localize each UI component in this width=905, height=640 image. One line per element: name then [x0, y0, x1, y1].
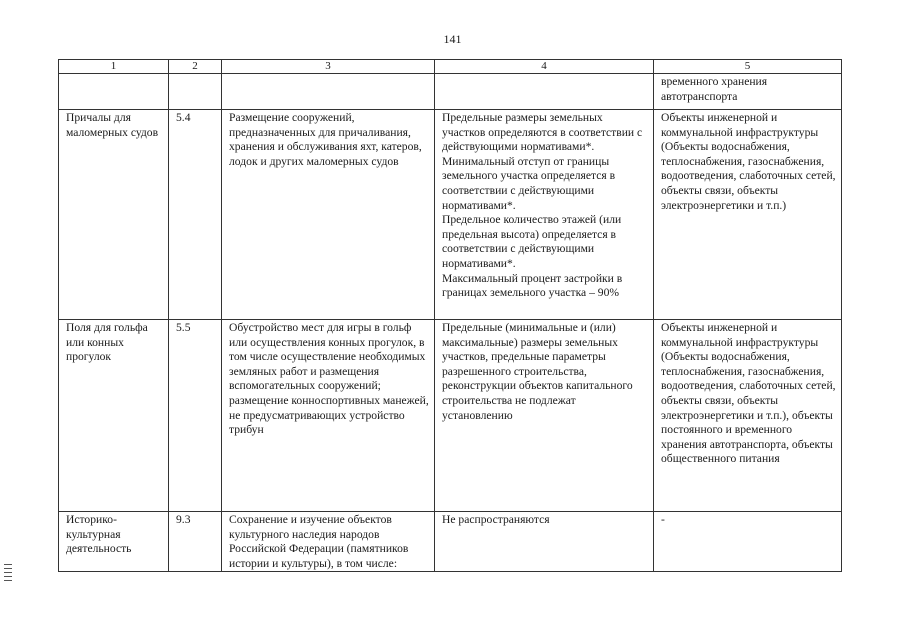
use-name-cell: Историко-культурная деятельность	[59, 512, 169, 572]
page-number: 141	[443, 32, 462, 46]
table-row	[59, 512, 842, 572]
table-row	[59, 110, 842, 320]
auxiliary-uses-cell: -	[654, 512, 842, 572]
use-description-cell: Размещение сооружений, предназначенных для причаливания, хранения и обслуживания яхт, катеров, лодок и других маломерных судов	[222, 110, 435, 320]
auxiliary-uses-cell: Объекты инженерной и коммунальной инфраструктуры (Объекты водоснабжения, теплоснабжения, газоснабжения, водоотведения, слаботочных сетей, объекты связи, объекты электроэнергетики и т.п.), объекты постоянного и временного хранения автотранспорта, объекты общественного питания	[654, 320, 842, 512]
column-header-4: 4	[435, 60, 654, 74]
table-cell	[59, 74, 169, 110]
use-name-cell: Поля для гольфа или конных прогулок	[59, 320, 169, 512]
parameter-line: Минимальный отступ от границы земельного участка определяется в соответствии с действующими нормативами*.	[442, 154, 616, 212]
parameter-line: Не распространяются	[442, 513, 550, 526]
use-code-cell: 5.5	[169, 320, 222, 512]
column-header-3: 3	[222, 60, 435, 74]
parameter-line: Предельное количество этажей (или предельная высота) определяется в соответствии с действующими нормативами*.	[442, 213, 622, 270]
scan-edge-mark	[4, 564, 12, 584]
table-cell	[435, 74, 654, 110]
use-description-cell: Обустройство мест для игры в гольф или осуществления конных прогулок, в том числе осуществление необходимых земляных работ и размещения вспомогательных сооружений; размещение конноспортивных манежей, не предусматривающих устройство трибун	[222, 320, 435, 512]
parameters-cell	[435, 320, 654, 512]
column-header-1: 1	[59, 60, 169, 74]
use-description-cell: Сохранение и изучение объектов культурного наследия народов Российской Федерации (памятников истории и культуры), в том числе:	[222, 512, 435, 572]
table-cell	[169, 74, 222, 110]
table-row	[59, 320, 842, 512]
use-code-cell: 5.4	[169, 110, 222, 320]
table-row-continuation	[59, 74, 842, 110]
table-header-row	[59, 60, 842, 74]
column-header-5: 5	[654, 60, 842, 74]
land-use-table	[58, 59, 842, 572]
use-name-cell: Причалы для маломерных судов	[59, 110, 169, 320]
continuation-auxiliary-cell: временного хранения автотранспорта	[654, 74, 842, 110]
parameter-line: Предельные размеры земельных участков определяются в соответствии с действующими нормативами*.	[442, 111, 643, 154]
table-cell	[222, 74, 435, 110]
parameters-cell	[435, 512, 654, 572]
parameter-line: Предельные (минимальные и (или) максимальные) размеры земельных участков, предельные параметры разрешенного строительства, реконструкции объектов капитального строительства не подлежат установлению	[442, 321, 633, 422]
parameter-line: Максимальный процент застройки в границах земельного участка – 90%	[442, 271, 623, 300]
auxiliary-uses-cell: Объекты инженерной и коммунальной инфраструктуры (Объекты водоснабжения, теплоснабжения, газоснабжения, водоотведения, слаботочных сетей, объекты связи, объекты электроэнергетики и т.п.)	[654, 110, 842, 320]
column-header-2: 2	[169, 60, 222, 74]
parameters-cell	[435, 110, 654, 320]
use-code-cell: 9.3	[169, 512, 222, 572]
